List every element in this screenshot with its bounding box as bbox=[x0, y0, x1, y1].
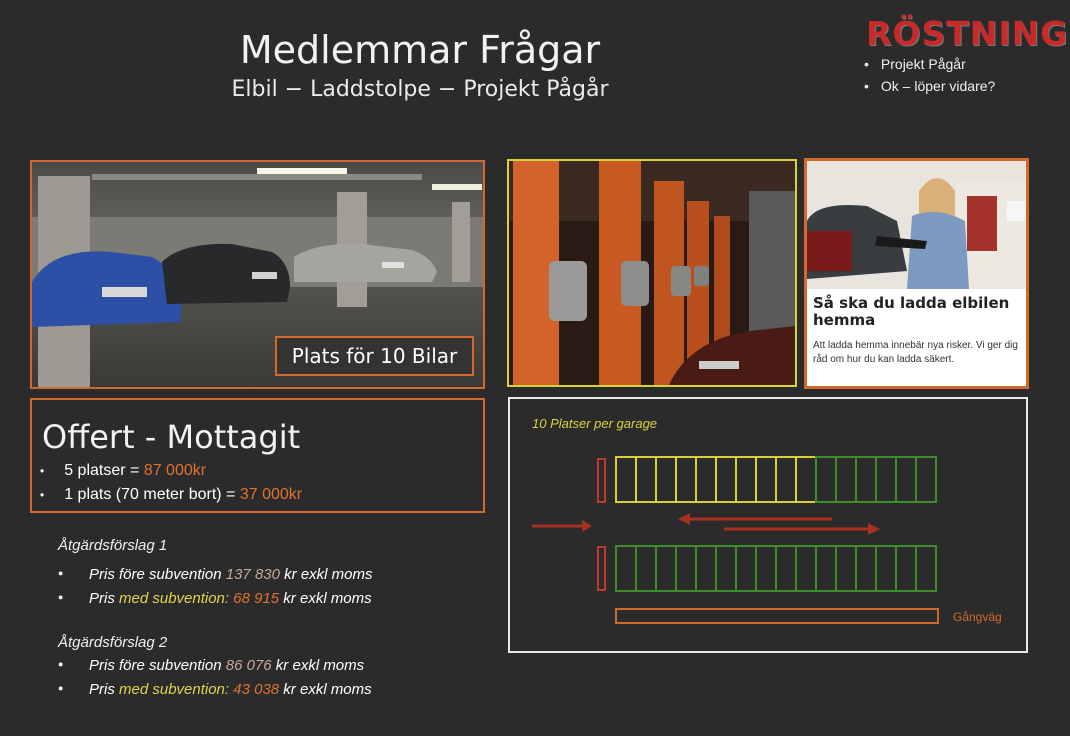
parking-slot bbox=[676, 546, 696, 591]
article-body: Att ladda hemma innebär nya risker. Vi ger dig råd om hur du kan ladda säkert. bbox=[813, 340, 1018, 365]
proposal-2-list bbox=[58, 657, 372, 705]
parking-slot bbox=[916, 457, 936, 502]
parking-slot bbox=[756, 546, 776, 591]
parking-slot bbox=[676, 457, 696, 502]
price-label: Pris före subvention bbox=[89, 566, 226, 583]
price-label: Pris före subvention bbox=[89, 657, 226, 674]
vote-item: • Ok – löper vidare? bbox=[864, 78, 995, 94]
parking-slot bbox=[796, 457, 816, 502]
vote-item: • Projekt Pågår bbox=[864, 56, 995, 72]
parking-slot bbox=[896, 546, 916, 591]
price-highlight: med subvention: bbox=[119, 590, 230, 607]
offer-item bbox=[40, 459, 302, 483]
diagram-label: 10 Platser per garage bbox=[532, 416, 658, 431]
proposal-1-list bbox=[58, 566, 373, 614]
parking-slot bbox=[836, 457, 856, 502]
proposal-1-price-after bbox=[58, 590, 373, 614]
parking-slot bbox=[816, 546, 836, 591]
proposal-1-price-before bbox=[58, 566, 373, 590]
price-value: 68 915 bbox=[233, 590, 280, 607]
page-title: Medlemmar Frågar bbox=[239, 28, 601, 72]
article-headline[interactable]: Så ska du ladda elbilen hemma bbox=[813, 294, 1010, 329]
reserved-slot-bottom bbox=[598, 547, 605, 590]
parking-slot bbox=[696, 457, 716, 502]
offer-box bbox=[30, 398, 485, 513]
parking-slot bbox=[776, 546, 796, 591]
parking-slot bbox=[656, 457, 676, 502]
price-suffix: kr exkl moms bbox=[279, 681, 372, 698]
parking-diagram bbox=[508, 397, 1028, 653]
parking-slot bbox=[836, 546, 856, 591]
vote-title: RÖSTNING bbox=[866, 14, 1069, 53]
offer-title: Offert - Mottagit bbox=[42, 418, 301, 456]
parking-slot bbox=[736, 546, 756, 591]
entry-arrow bbox=[532, 520, 592, 532]
article-photo-icon bbox=[807, 161, 1026, 289]
charging-stations-photo bbox=[507, 159, 797, 387]
price-value: 137 830 bbox=[225, 566, 280, 583]
proposal-1-title: Åtgärdsförslag 1 bbox=[58, 537, 168, 554]
price-suffix: kr exkl moms bbox=[271, 657, 365, 674]
walkway-label: Gångväg bbox=[953, 610, 1002, 624]
offer-item-label: 1 plats (70 meter bort) = bbox=[64, 486, 240, 503]
parking-row-bottom bbox=[616, 546, 936, 591]
offer-item-price: 37 000kr bbox=[239, 486, 303, 503]
news-article-card[interactable] bbox=[804, 158, 1029, 389]
parking-slot bbox=[756, 457, 776, 502]
parking-slot bbox=[616, 546, 636, 591]
parking-slot bbox=[736, 457, 756, 502]
parking-slot bbox=[696, 546, 716, 591]
walkway-bar bbox=[616, 609, 938, 623]
price-value: 43 038 bbox=[233, 681, 280, 698]
price-value: 86 076 bbox=[225, 657, 272, 674]
parking-layout bbox=[510, 399, 1026, 651]
parking-slot bbox=[876, 546, 896, 591]
parking-slot bbox=[916, 546, 936, 591]
garage-caption: Plats för 10 Bilar bbox=[275, 336, 474, 376]
offer-list bbox=[40, 459, 302, 507]
parking-slot bbox=[716, 457, 736, 502]
parking-slot bbox=[876, 457, 896, 502]
parking-slot bbox=[716, 546, 736, 591]
page-subtitle: Elbil − Laddstolpe − Projekt Pågår bbox=[231, 77, 609, 102]
offer-item-price: 87 000kr bbox=[143, 462, 207, 479]
proposal-2-price-after bbox=[58, 681, 372, 705]
parking-slot bbox=[656, 546, 676, 591]
parking-slot bbox=[776, 457, 796, 502]
parking-slot bbox=[856, 457, 876, 502]
price-suffix: kr exkl moms bbox=[279, 590, 372, 607]
proposal-2-title: Åtgärdsförslag 2 bbox=[58, 634, 168, 651]
parking-slot bbox=[796, 546, 816, 591]
charging-stations-photo-icon bbox=[509, 161, 795, 385]
right-arrow bbox=[724, 523, 880, 535]
parking-row-top bbox=[616, 457, 936, 502]
vote-list bbox=[864, 56, 995, 100]
price-highlight: med subvention: bbox=[119, 681, 230, 698]
parking-slot bbox=[636, 546, 656, 591]
parking-slot bbox=[856, 546, 876, 591]
parking-slot bbox=[616, 457, 636, 502]
left-arrow bbox=[678, 513, 832, 525]
proposal-2-price-before bbox=[58, 657, 372, 681]
offer-item bbox=[40, 483, 302, 507]
price-label: Pris bbox=[89, 681, 119, 698]
parking-slot bbox=[896, 457, 916, 502]
reserved-slot-top bbox=[598, 459, 605, 502]
offer-item-label: 5 platser = bbox=[64, 462, 144, 479]
price-suffix: kr exkl moms bbox=[279, 566, 373, 583]
price-label: Pris bbox=[89, 590, 119, 607]
parking-slot bbox=[816, 457, 836, 502]
parking-slot bbox=[636, 457, 656, 502]
